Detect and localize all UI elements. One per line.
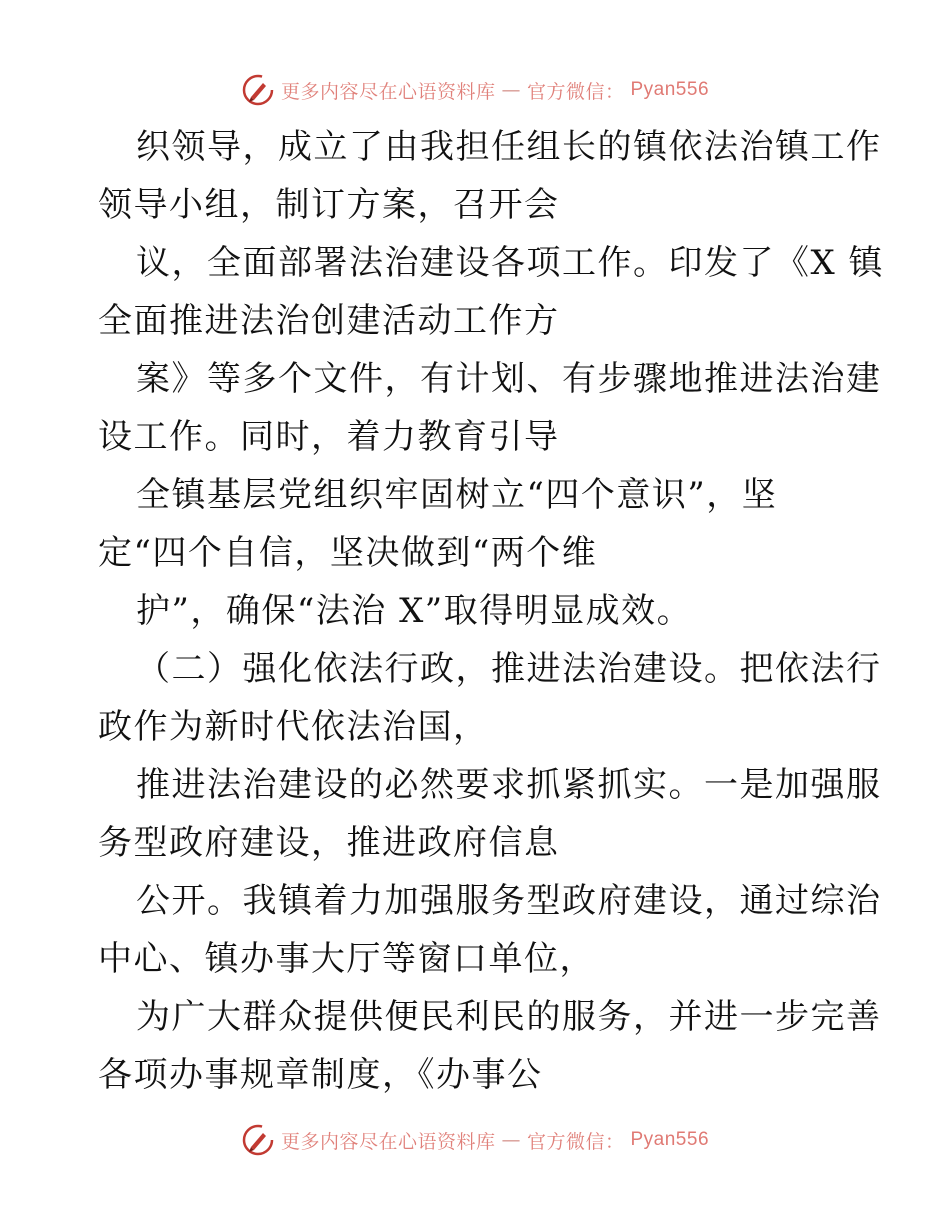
text-line: 定“四个自信，坚决做到“两个维 <box>98 533 598 573</box>
watermark-separator: — <box>501 1129 521 1151</box>
watermark-text: 更多内容尽在心语资料库 <box>280 80 496 103</box>
footer-watermark <box>0 1120 950 1160</box>
text-line: 议，全面部署法治建设各项工作。印发了《X 镇 <box>136 243 885 283</box>
text-line: 中心、镇办事大厅等窗口单位， <box>98 939 595 979</box>
pen-logo-icon <box>241 73 275 107</box>
watermark-text: 更多内容尽在心语资料库 <box>280 1130 496 1153</box>
watermark-wechat-id: Pyan556 <box>630 79 710 100</box>
watermark-label: 官方微信： <box>526 1130 625 1153</box>
text-line: 领导小组，制订方案，召开会 <box>98 185 560 225</box>
watermark-label: 官方微信： <box>526 80 625 103</box>
text-line: 护”，确保“法治 X”取得明显成效。 <box>136 591 693 631</box>
text-line: 织领导，成立了由我担任组长的镇依法治镇工作 <box>136 127 882 167</box>
pen-logo-icon <box>241 1123 275 1157</box>
text-line: 推进法治建设的必然要求抓紧抓实。一是加强服 <box>136 765 882 805</box>
text-line: 公开。我镇着力加强服务型政府建设，通过综治 <box>136 881 882 921</box>
text-line: 为广大群众提供便民利民的服务，并进一步完善 <box>136 997 882 1037</box>
text-line: 政作为新时代依法治国， <box>98 707 489 747</box>
text-line: 全镇基层党组织牢固树立“四个意识”，坚 <box>136 475 778 515</box>
text-line: 全面推进法治创建活动工作方 <box>98 301 560 341</box>
text-line: 各项办事规章制度，《办事公 <box>98 1055 543 1095</box>
text-line: 案》等多个文件，有计划、有步骤地推进法治建 <box>136 359 882 399</box>
document-body <box>98 118 885 1104</box>
text-line: 设工作。同时，着力教育引导 <box>98 417 560 457</box>
watermark-wechat-id: Pyan556 <box>630 1129 710 1150</box>
watermark-separator: — <box>501 79 521 101</box>
header-watermark <box>0 70 950 110</box>
text-line: 务型政府建设，推进政府信息 <box>98 823 560 863</box>
text-line: （二）强化依法行政，推进法治建设。把依法行 <box>136 649 882 689</box>
